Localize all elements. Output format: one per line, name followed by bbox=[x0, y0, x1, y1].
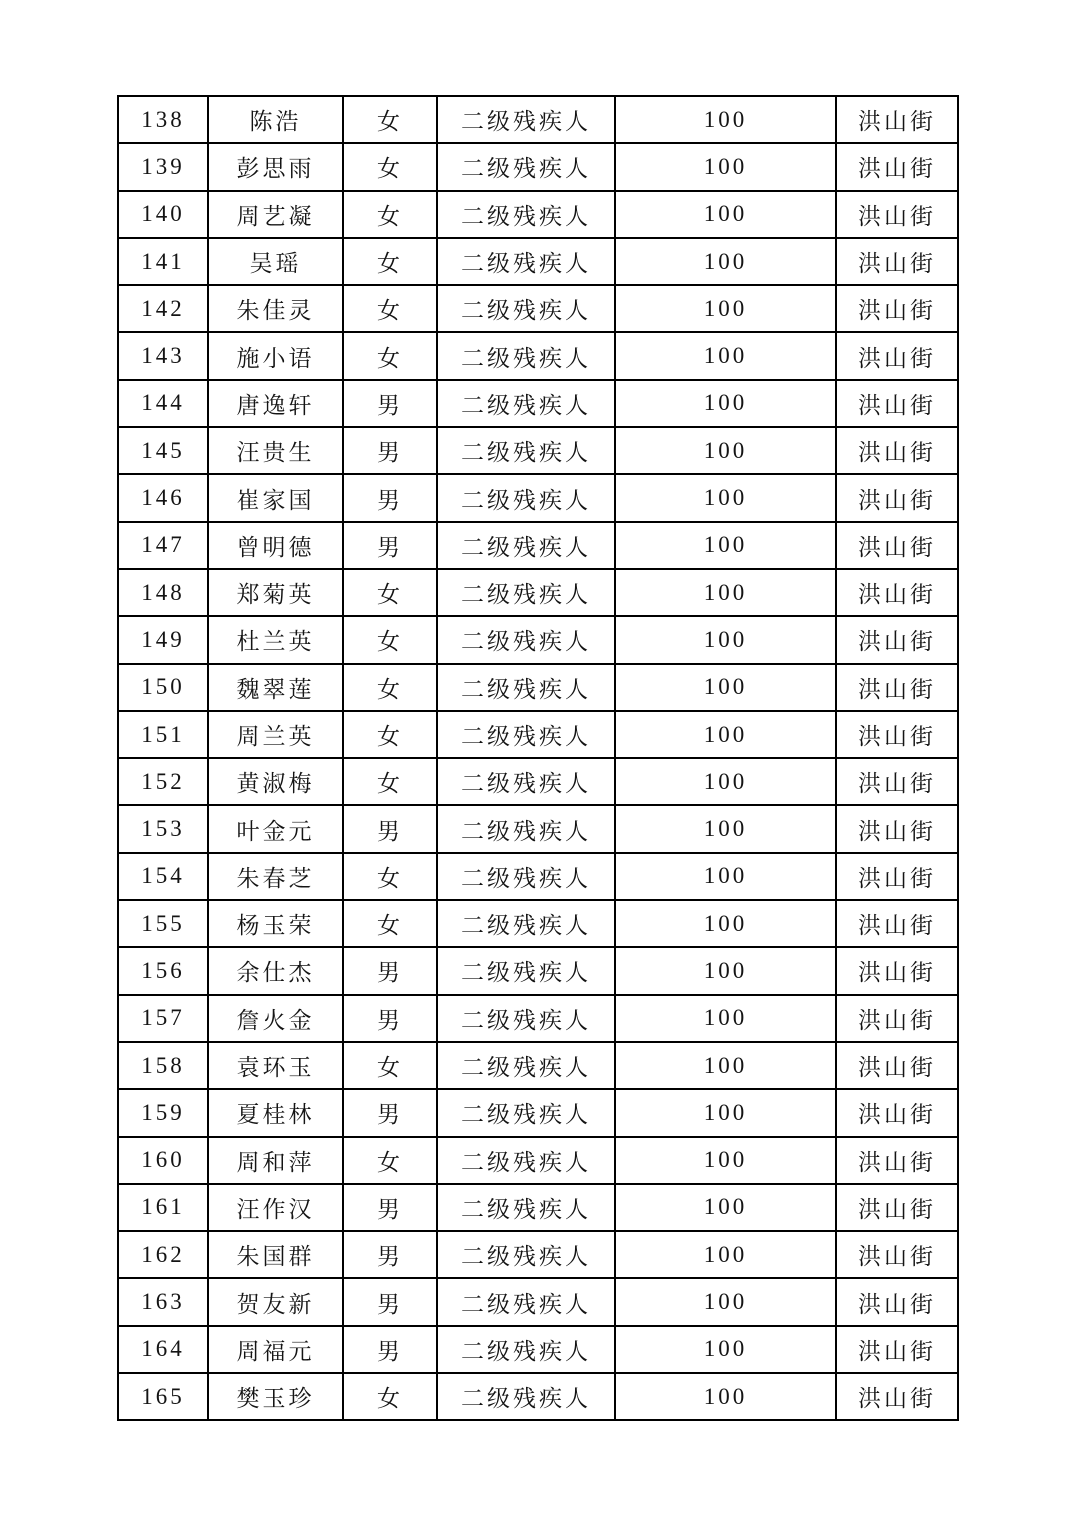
table-row bbox=[118, 474, 958, 521]
cell-index: 151 bbox=[118, 711, 208, 758]
cell-gender: 女 bbox=[343, 1042, 437, 1089]
table-body bbox=[118, 96, 958, 1420]
cell-index: 152 bbox=[118, 758, 208, 805]
table-row bbox=[118, 616, 958, 663]
table-row bbox=[118, 758, 958, 805]
cell-category: 二级残疾人 bbox=[437, 285, 615, 332]
table-row bbox=[118, 522, 958, 569]
cell-name: 朱佳灵 bbox=[208, 285, 343, 332]
cell-index: 164 bbox=[118, 1326, 208, 1373]
table-row bbox=[118, 380, 958, 427]
cell-amount: 100 bbox=[615, 285, 836, 332]
cell-name: 周艺凝 bbox=[208, 191, 343, 238]
cell-amount: 100 bbox=[615, 1231, 836, 1278]
cell-category: 二级残疾人 bbox=[437, 1089, 615, 1136]
cell-gender: 男 bbox=[343, 1184, 437, 1231]
cell-category: 二级残疾人 bbox=[437, 427, 615, 474]
cell-name: 朱国群 bbox=[208, 1231, 343, 1278]
table-row bbox=[118, 191, 958, 238]
cell-name: 吴瑶 bbox=[208, 238, 343, 285]
cell-street: 洪山街 bbox=[836, 1089, 958, 1136]
table-row bbox=[118, 285, 958, 332]
table-row bbox=[118, 1231, 958, 1278]
cell-category: 二级残疾人 bbox=[437, 474, 615, 521]
cell-gender: 女 bbox=[343, 332, 437, 379]
cell-gender: 男 bbox=[343, 1231, 437, 1278]
table-row bbox=[118, 1089, 958, 1136]
cell-street: 洪山街 bbox=[836, 664, 958, 711]
cell-category: 二级残疾人 bbox=[437, 332, 615, 379]
cell-gender: 女 bbox=[343, 96, 437, 143]
cell-category: 二级残疾人 bbox=[437, 995, 615, 1042]
cell-amount: 100 bbox=[615, 1137, 836, 1184]
cell-gender: 男 bbox=[343, 380, 437, 427]
cell-index: 148 bbox=[118, 569, 208, 616]
cell-index: 161 bbox=[118, 1184, 208, 1231]
cell-gender: 女 bbox=[343, 143, 437, 190]
cell-name: 樊玉珍 bbox=[208, 1373, 343, 1420]
cell-index: 139 bbox=[118, 143, 208, 190]
cell-gender: 女 bbox=[343, 758, 437, 805]
cell-name: 汪作汉 bbox=[208, 1184, 343, 1231]
table-row bbox=[118, 947, 958, 994]
cell-street: 洪山街 bbox=[836, 238, 958, 285]
cell-index: 146 bbox=[118, 474, 208, 521]
cell-amount: 100 bbox=[615, 947, 836, 994]
cell-street: 洪山街 bbox=[836, 616, 958, 663]
cell-index: 149 bbox=[118, 616, 208, 663]
cell-street: 洪山街 bbox=[836, 1184, 958, 1231]
cell-amount: 100 bbox=[615, 191, 836, 238]
cell-category: 二级残疾人 bbox=[437, 1137, 615, 1184]
cell-name: 朱春芝 bbox=[208, 853, 343, 900]
cell-name: 陈浩 bbox=[208, 96, 343, 143]
cell-amount: 100 bbox=[615, 474, 836, 521]
cell-category: 二级残疾人 bbox=[437, 853, 615, 900]
cell-name: 周福元 bbox=[208, 1326, 343, 1373]
cell-index: 159 bbox=[118, 1089, 208, 1136]
cell-index: 150 bbox=[118, 664, 208, 711]
cell-amount: 100 bbox=[615, 238, 836, 285]
table-row bbox=[118, 569, 958, 616]
table-row bbox=[118, 238, 958, 285]
table-row bbox=[118, 1278, 958, 1325]
cell-category: 二级残疾人 bbox=[437, 616, 615, 663]
cell-category: 二级残疾人 bbox=[437, 522, 615, 569]
cell-gender: 男 bbox=[343, 474, 437, 521]
cell-street: 洪山街 bbox=[836, 143, 958, 190]
cell-name: 黄淑梅 bbox=[208, 758, 343, 805]
cell-name: 曾明德 bbox=[208, 522, 343, 569]
cell-index: 145 bbox=[118, 427, 208, 474]
cell-index: 142 bbox=[118, 285, 208, 332]
cell-street: 洪山街 bbox=[836, 191, 958, 238]
cell-street: 洪山街 bbox=[836, 900, 958, 947]
cell-street: 洪山街 bbox=[836, 947, 958, 994]
cell-gender: 男 bbox=[343, 1326, 437, 1373]
table-row bbox=[118, 853, 958, 900]
cell-index: 144 bbox=[118, 380, 208, 427]
cell-category: 二级残疾人 bbox=[437, 1042, 615, 1089]
cell-name: 彭思雨 bbox=[208, 143, 343, 190]
cell-name: 詹火金 bbox=[208, 995, 343, 1042]
cell-amount: 100 bbox=[615, 1326, 836, 1373]
cell-amount: 100 bbox=[615, 1373, 836, 1420]
cell-street: 洪山街 bbox=[836, 1278, 958, 1325]
cell-amount: 100 bbox=[615, 900, 836, 947]
cell-index: 160 bbox=[118, 1137, 208, 1184]
table-row bbox=[118, 805, 958, 852]
cell-name: 魏翠莲 bbox=[208, 664, 343, 711]
cell-gender: 女 bbox=[343, 569, 437, 616]
cell-name: 崔家国 bbox=[208, 474, 343, 521]
cell-name: 贺友新 bbox=[208, 1278, 343, 1325]
cell-name: 杨玉荣 bbox=[208, 900, 343, 947]
cell-index: 156 bbox=[118, 947, 208, 994]
cell-gender: 女 bbox=[343, 191, 437, 238]
cell-index: 143 bbox=[118, 332, 208, 379]
cell-amount: 100 bbox=[615, 1278, 836, 1325]
cell-name: 汪贵生 bbox=[208, 427, 343, 474]
cell-street: 洪山街 bbox=[836, 332, 958, 379]
cell-index: 165 bbox=[118, 1373, 208, 1420]
cell-amount: 100 bbox=[615, 569, 836, 616]
cell-street: 洪山街 bbox=[836, 1042, 958, 1089]
cell-category: 二级残疾人 bbox=[437, 664, 615, 711]
cell-gender: 男 bbox=[343, 1089, 437, 1136]
benefits-roster-table bbox=[117, 95, 959, 1421]
cell-index: 155 bbox=[118, 900, 208, 947]
cell-gender: 男 bbox=[343, 1278, 437, 1325]
table-row bbox=[118, 995, 958, 1042]
cell-amount: 100 bbox=[615, 427, 836, 474]
table-row bbox=[118, 332, 958, 379]
cell-index: 162 bbox=[118, 1231, 208, 1278]
cell-gender: 女 bbox=[343, 285, 437, 332]
cell-index: 147 bbox=[118, 522, 208, 569]
cell-index: 158 bbox=[118, 1042, 208, 1089]
cell-gender: 女 bbox=[343, 616, 437, 663]
cell-category: 二级残疾人 bbox=[437, 191, 615, 238]
cell-street: 洪山街 bbox=[836, 1231, 958, 1278]
cell-street: 洪山街 bbox=[836, 853, 958, 900]
cell-name: 袁环玉 bbox=[208, 1042, 343, 1089]
table-row bbox=[118, 1137, 958, 1184]
cell-amount: 100 bbox=[615, 1042, 836, 1089]
cell-amount: 100 bbox=[615, 995, 836, 1042]
cell-name: 施小语 bbox=[208, 332, 343, 379]
cell-category: 二级残疾人 bbox=[437, 947, 615, 994]
cell-gender: 男 bbox=[343, 805, 437, 852]
cell-street: 洪山街 bbox=[836, 427, 958, 474]
cell-amount: 100 bbox=[615, 616, 836, 663]
cell-amount: 100 bbox=[615, 332, 836, 379]
cell-category: 二级残疾人 bbox=[437, 1278, 615, 1325]
cell-street: 洪山街 bbox=[836, 522, 958, 569]
cell-category: 二级残疾人 bbox=[437, 380, 615, 427]
cell-category: 二级残疾人 bbox=[437, 758, 615, 805]
cell-category: 二级残疾人 bbox=[437, 1326, 615, 1373]
cell-amount: 100 bbox=[615, 664, 836, 711]
cell-gender: 男 bbox=[343, 427, 437, 474]
cell-amount: 100 bbox=[615, 522, 836, 569]
table-row bbox=[118, 427, 958, 474]
cell-index: 138 bbox=[118, 96, 208, 143]
cell-gender: 女 bbox=[343, 853, 437, 900]
table-row bbox=[118, 1326, 958, 1373]
table-row bbox=[118, 1184, 958, 1231]
cell-amount: 100 bbox=[615, 758, 836, 805]
cell-name: 余仕杰 bbox=[208, 947, 343, 994]
cell-name: 周兰英 bbox=[208, 711, 343, 758]
cell-amount: 100 bbox=[615, 380, 836, 427]
cell-category: 二级残疾人 bbox=[437, 569, 615, 616]
cell-street: 洪山街 bbox=[836, 805, 958, 852]
cell-gender: 女 bbox=[343, 238, 437, 285]
cell-gender: 女 bbox=[343, 1137, 437, 1184]
cell-index: 153 bbox=[118, 805, 208, 852]
cell-amount: 100 bbox=[615, 1184, 836, 1231]
cell-street: 洪山街 bbox=[836, 569, 958, 616]
cell-amount: 100 bbox=[615, 143, 836, 190]
table-row bbox=[118, 664, 958, 711]
cell-category: 二级残疾人 bbox=[437, 1184, 615, 1231]
cell-street: 洪山街 bbox=[836, 285, 958, 332]
cell-street: 洪山街 bbox=[836, 711, 958, 758]
cell-index: 140 bbox=[118, 191, 208, 238]
cell-street: 洪山街 bbox=[836, 995, 958, 1042]
cell-name: 郑菊英 bbox=[208, 569, 343, 616]
cell-street: 洪山街 bbox=[836, 1326, 958, 1373]
table-row bbox=[118, 711, 958, 758]
table-row bbox=[118, 900, 958, 947]
cell-category: 二级残疾人 bbox=[437, 711, 615, 758]
cell-name: 唐逸轩 bbox=[208, 380, 343, 427]
cell-category: 二级残疾人 bbox=[437, 143, 615, 190]
cell-amount: 100 bbox=[615, 853, 836, 900]
cell-index: 163 bbox=[118, 1278, 208, 1325]
cell-street: 洪山街 bbox=[836, 758, 958, 805]
cell-category: 二级残疾人 bbox=[437, 238, 615, 285]
cell-category: 二级残疾人 bbox=[437, 1231, 615, 1278]
cell-gender: 女 bbox=[343, 711, 437, 758]
cell-street: 洪山街 bbox=[836, 1137, 958, 1184]
cell-category: 二级残疾人 bbox=[437, 96, 615, 143]
cell-name: 周和萍 bbox=[208, 1137, 343, 1184]
cell-category: 二级残疾人 bbox=[437, 1373, 615, 1420]
cell-street: 洪山街 bbox=[836, 1373, 958, 1420]
cell-name: 夏桂林 bbox=[208, 1089, 343, 1136]
cell-index: 154 bbox=[118, 853, 208, 900]
table-row bbox=[118, 96, 958, 143]
cell-gender: 男 bbox=[343, 995, 437, 1042]
cell-gender: 男 bbox=[343, 947, 437, 994]
cell-index: 141 bbox=[118, 238, 208, 285]
cell-amount: 100 bbox=[615, 711, 836, 758]
cell-street: 洪山街 bbox=[836, 380, 958, 427]
cell-gender: 女 bbox=[343, 664, 437, 711]
cell-gender: 女 bbox=[343, 1373, 437, 1420]
cell-category: 二级残疾人 bbox=[437, 805, 615, 852]
cell-category: 二级残疾人 bbox=[437, 900, 615, 947]
cell-street: 洪山街 bbox=[836, 474, 958, 521]
cell-name: 杜兰英 bbox=[208, 616, 343, 663]
cell-amount: 100 bbox=[615, 1089, 836, 1136]
cell-amount: 100 bbox=[615, 96, 836, 143]
table-row bbox=[118, 1373, 958, 1420]
cell-gender: 女 bbox=[343, 900, 437, 947]
cell-name: 叶金元 bbox=[208, 805, 343, 852]
cell-index: 157 bbox=[118, 995, 208, 1042]
cell-street: 洪山街 bbox=[836, 96, 958, 143]
table-row bbox=[118, 143, 958, 190]
cell-gender: 男 bbox=[343, 522, 437, 569]
cell-amount: 100 bbox=[615, 805, 836, 852]
table-row bbox=[118, 1042, 958, 1089]
